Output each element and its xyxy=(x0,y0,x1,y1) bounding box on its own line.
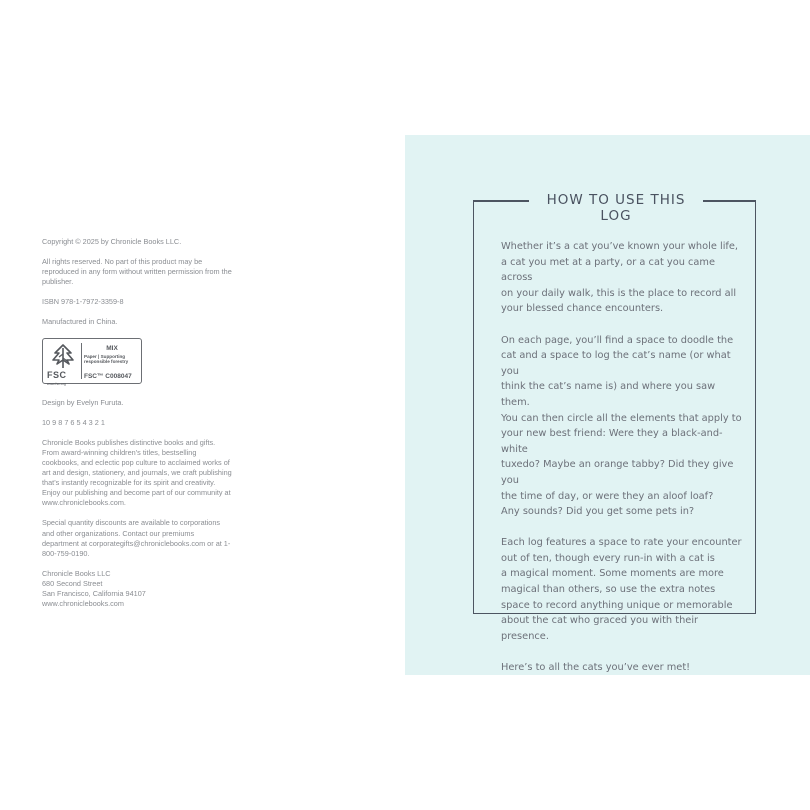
address-city: San Francisco, California 94107 xyxy=(42,588,146,598)
fsc-url: www.fsc.org xyxy=(47,381,66,386)
address-street: 680 Second Street xyxy=(42,578,103,588)
how-to-page xyxy=(405,135,810,675)
log-title: HOW TO USE THIS LOG xyxy=(546,192,686,224)
fsc-tree-icon xyxy=(49,342,77,370)
instruction-paragraph: Each log features a space to rate your encounter out of ten, though every run-in with a cat is a magical moment. Some moments are more magical than others, so use the extra notes space to record anything unique or memorable about the cat who graced you with their presence. xyxy=(501,537,742,642)
isbn: ISBN 978-1-7972-3359-8 xyxy=(42,297,124,307)
design-credit: Design by Evelyn Furuta. xyxy=(42,397,124,407)
closing-line: Here’s to all the cats you’ve ever met! xyxy=(501,662,691,674)
publisher-about: Chronicle Books publishes distinctive books and gifts. From award-winning children’s titles, bestselling cookbooks, and eclectic pop culture to acclaimed works of art and design, stationery, and journals, we craft publishing that’s instantly recognizable for its spirit and creativity. Enjoy our publishing and become part of our community at www.chroniclebooks.com. xyxy=(42,437,232,508)
printing-line: 10 9 8 7 6 5 4 3 2 1 xyxy=(42,417,105,427)
publisher-address xyxy=(42,569,232,609)
log-instructions xyxy=(501,239,746,691)
colophon xyxy=(42,237,232,609)
fsc-mix-label: MIX xyxy=(106,344,118,352)
manufactured-in: Manufactured in China. xyxy=(42,317,118,327)
fsc-license-code: FSC™ C008047 xyxy=(84,372,132,380)
instruction-paragraph: Whether it’s a cat you’ve known your whole life, a cat you met at a party, or a cat you came across on your daily walk, this is the place to record all your blessed chance encounters. xyxy=(501,241,739,315)
frame-top-left-rule xyxy=(473,200,529,202)
frame-top-right-rule xyxy=(703,200,756,202)
special-sales: Special quantity discounts are available to corporations and other organizations. Contact our premiums department at corporategifts@chroniclebooks.com or at 1-800-759-0190. xyxy=(42,518,231,558)
copyright-line: Copyright © 2025 by Chronicle Books LLC. xyxy=(42,237,182,246)
instruction-paragraph: On each page, you’ll find a space to doodle the cat and a space to log the cat’s name (or what you think the cat’s name is) and where you saw them. You can then circle all the elements that apply to your new best friend: Were they a black-and-white tuxedo? Maybe an orange tabby? Did they give you the time of day, or were they an aloof loaf? Any sounds? Did you get some pets in? xyxy=(501,334,742,518)
fsc-wordmark: FSC xyxy=(47,369,67,380)
fsc-paper-label: Paper | Supporting responsible forestry xyxy=(84,353,129,365)
fsc-logo xyxy=(42,338,142,384)
address-web: www.chroniclebooks.com xyxy=(42,599,124,609)
rights-statement: All rights reserved. No part of this product may be reproduced in any form without written permission from the publisher. xyxy=(42,257,232,287)
fsc-divider xyxy=(81,343,82,379)
address-name: Chronicle Books LLC xyxy=(42,568,111,578)
